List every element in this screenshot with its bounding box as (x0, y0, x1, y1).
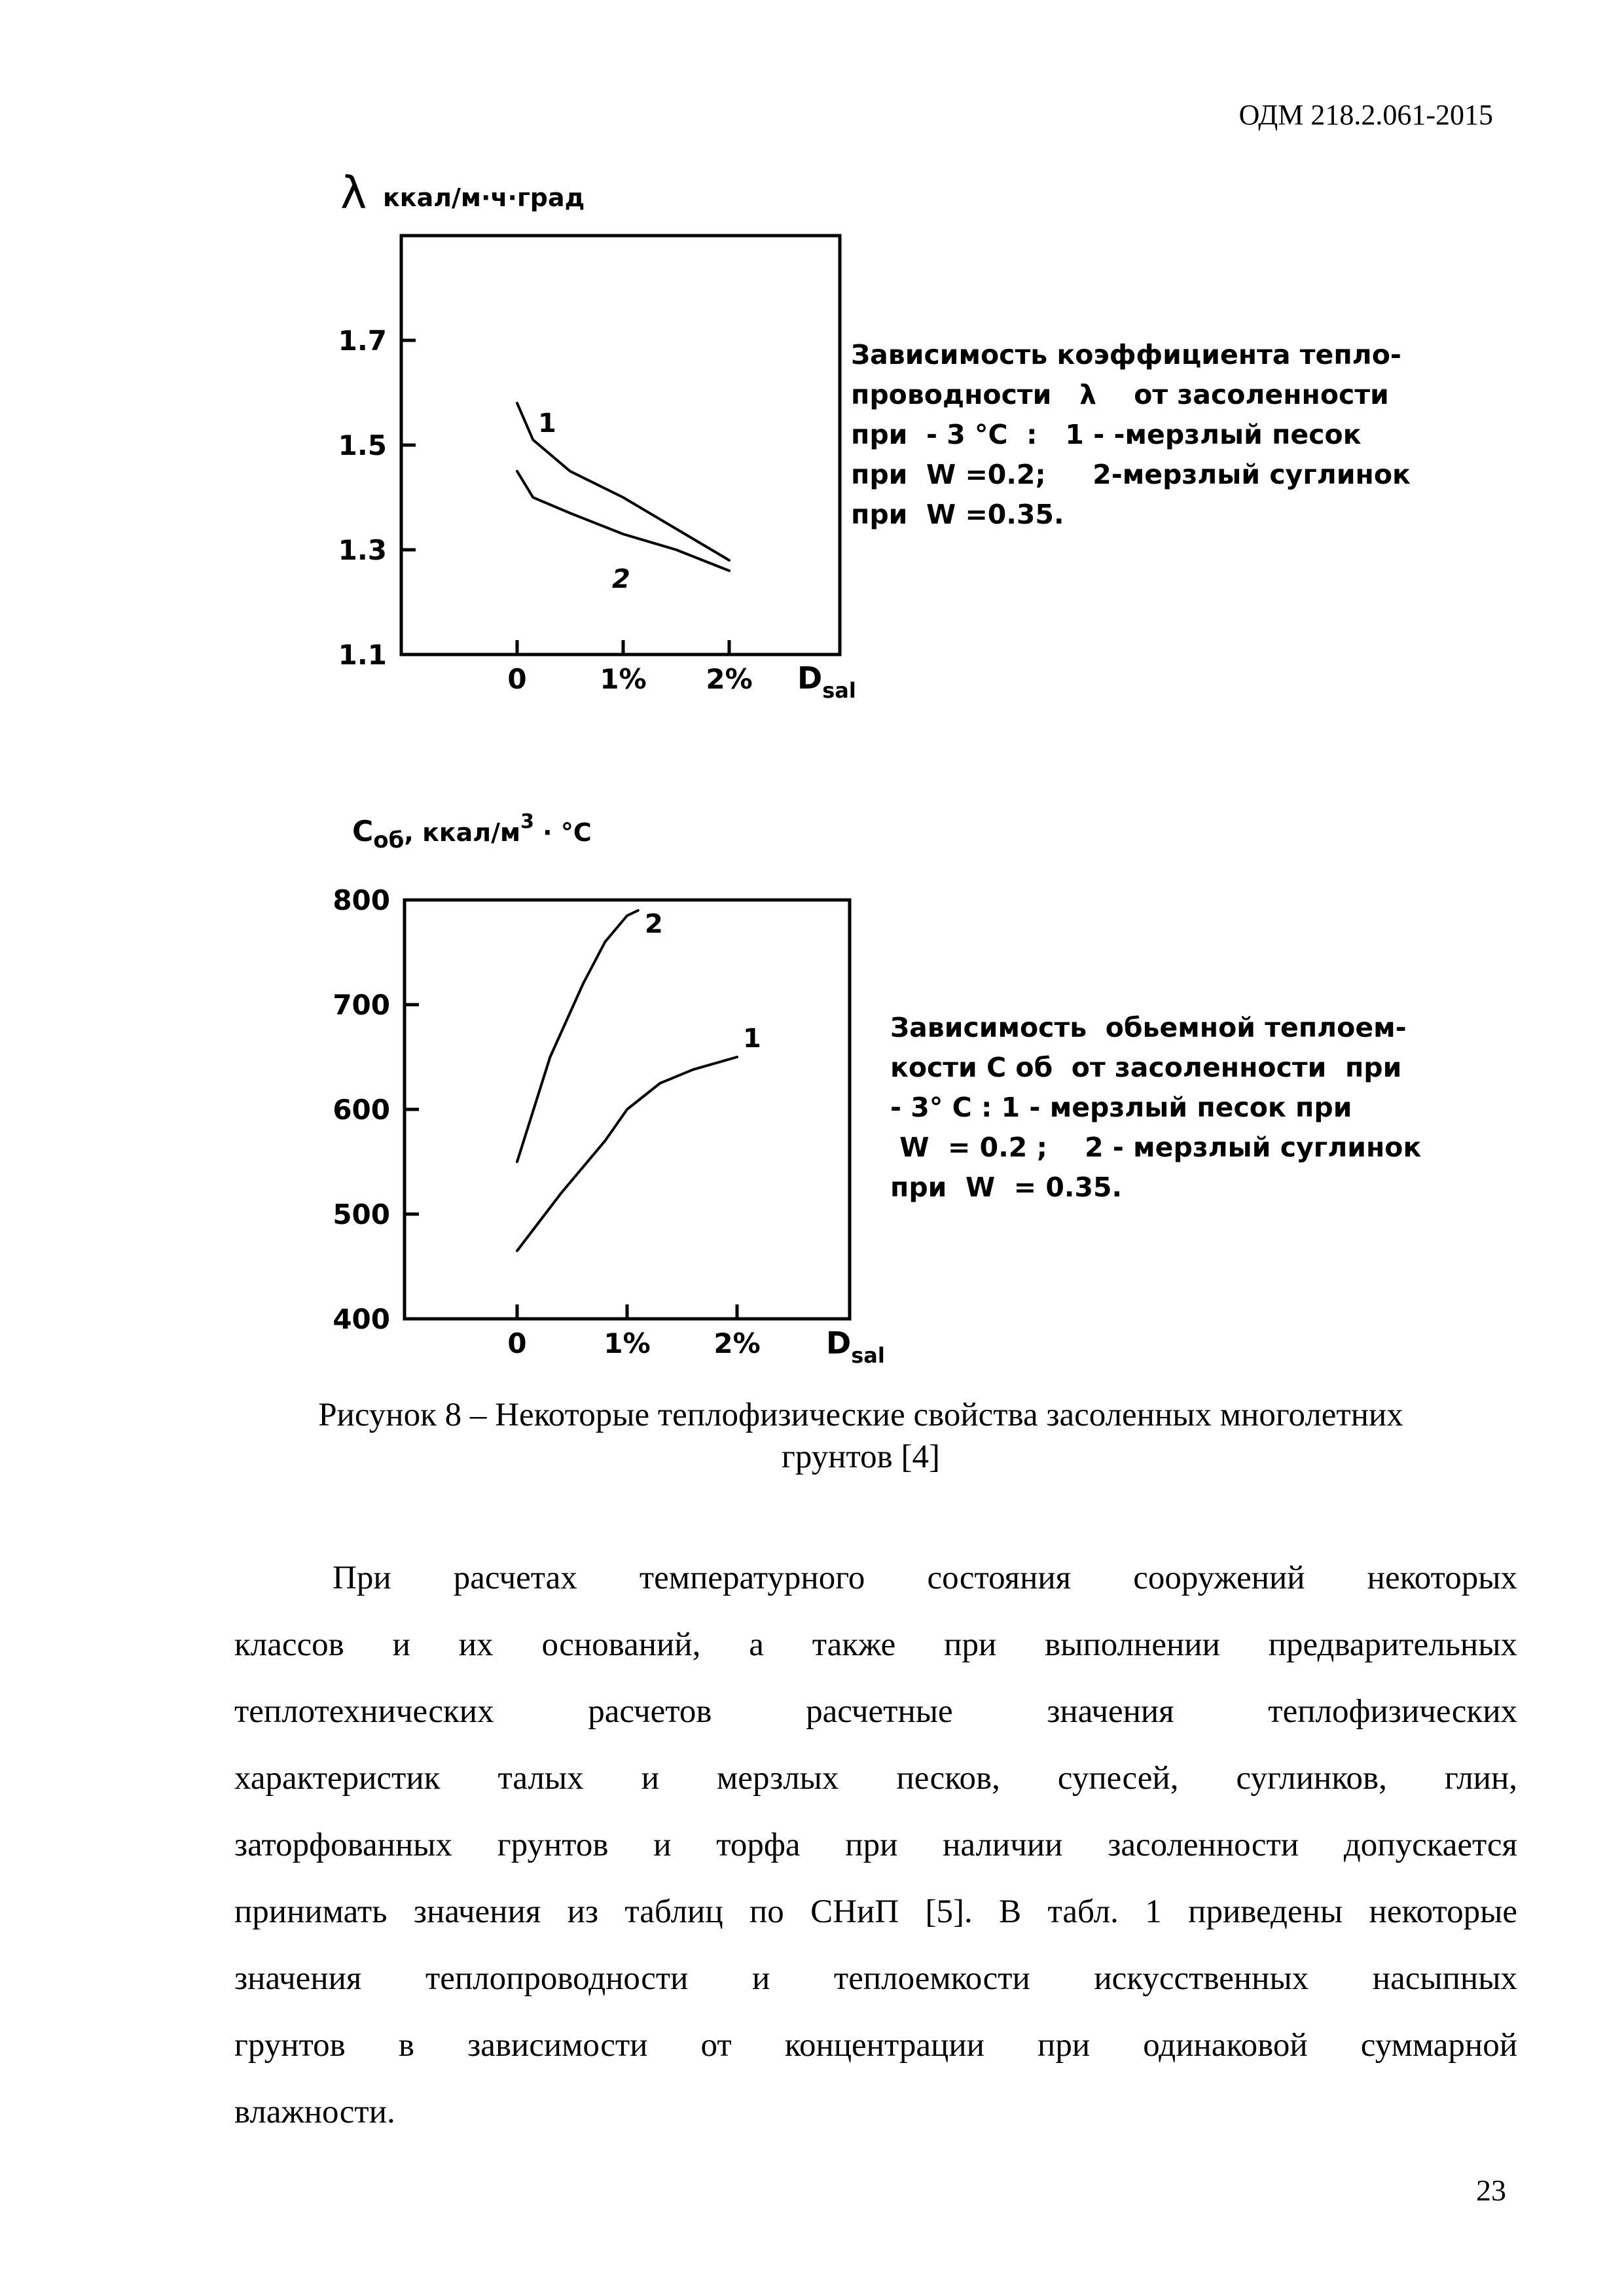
figure-caption-line1: Рисунок 8 – Некоторые теплофизические свойства засоленных многолетних (318, 1397, 1403, 1433)
chart2-xtick-label: 2% (713, 1327, 761, 1359)
paragraph-line: классов и их оснований, а также при выполнении предварительных (234, 1626, 1517, 1663)
chart2-ylabel-sup: 3 (520, 810, 534, 833)
chart1-ytick-label: 1.5 (338, 429, 387, 461)
chart2-xtick-label: 0 (507, 1327, 527, 1359)
chart1-xlabel-sub: sal (822, 678, 856, 703)
chart1-ytick-label: 1.3 (338, 534, 387, 566)
chart2-caption (890, 1008, 1460, 1208)
chart2-ytick-label: 800 (333, 884, 390, 916)
paragraph-line: теплотехнических расчетов расчетные значения теплофизических (234, 1693, 1517, 1730)
chart2-series-label-2: 2 (645, 909, 663, 939)
svg-text:Соб, ккал/м3 · °С (352, 810, 592, 853)
chart2-ytick-label: 400 (333, 1303, 390, 1335)
chart2-ytick-label: 500 (333, 1198, 390, 1230)
paragraph-line: заторфованных грунтов и торфа при наличии засоленности допускается (234, 1827, 1517, 1863)
paragraph-line: При расчетах температурного состояния сооружений некоторых (333, 1560, 1517, 1596)
svg-text:Dsal (826, 1325, 885, 1368)
document-code-header: ОДМ 218.2.061-2015 (1238, 99, 1493, 131)
chart1-ylabel-symbol: λ (340, 168, 367, 219)
chart1-ylabel-units: ккал/м·ч·град (383, 183, 585, 212)
chart1-caption-line: при W =0.2; 2-мерзлый суглинок (851, 459, 1411, 490)
chart2-xtick-label: 1% (604, 1327, 651, 1359)
chart1-caption-line: проводности λ от засоленности (851, 379, 1389, 410)
chart2-xlabel-main: D (826, 1325, 852, 1361)
paragraph-line: значения теплопроводности и теплоемкости искусственных насыпных (234, 1960, 1517, 1997)
paragraph-line: влажности. (234, 2094, 395, 2130)
chart2-ytick-label: 600 (333, 1094, 390, 1126)
chart2-ylabel-main: С (352, 815, 374, 848)
chart1-xtick-label: 2% (706, 663, 753, 695)
chart2-series-line-2 (517, 910, 638, 1162)
chart1-series-label-2: 2 (612, 564, 630, 594)
chart1-caption (851, 335, 1420, 535)
chart2-caption-line: кости С об от засоленности при (890, 1052, 1402, 1083)
chart2-caption-line: W = 0.2 ; 2 - мерзлый суглинок (890, 1132, 1422, 1163)
paragraph-line: принимать значения из таблиц по СНиП [5]. В табл. 1 приведены некоторые (234, 1893, 1517, 1930)
chart2-caption-line: - 3° С : 1 - мерзлый песок при (890, 1092, 1352, 1123)
chart2-caption-line: при W = 0.35. (890, 1172, 1123, 1203)
figure-caption (223, 1394, 1499, 1478)
chart2-ylabel-units: , ккал/м (404, 818, 521, 847)
chart1-ytick-label: 1.7 (338, 325, 387, 357)
chart1-series-label-1: 1 (538, 408, 556, 439)
chart1-xtick-label: 1% (600, 663, 647, 695)
chart1-ytick-label: 1.1 (338, 639, 387, 671)
chart2-ytick-label: 700 (333, 989, 390, 1021)
chart2-caption-line: Зависимость обьемной теплоем- (890, 1012, 1407, 1043)
chart1-caption-line: Зависимость коэффициента тепло- (851, 339, 1401, 370)
chart-volumetric-heat-capacity (0, 0, 916, 1374)
paragraph-line: характеристик талых и мерзлых песков, супесей, суглинков, глин, (234, 1760, 1517, 1797)
chart2-series-line-1 (517, 1057, 737, 1251)
chart2-ylabel-tail: · °С (533, 818, 592, 847)
figure-caption-line2: грунтов [4] (782, 1439, 940, 1475)
chart1-xlabel-main: D (797, 660, 823, 696)
paragraph-line: грунтов в зависимости от концентрации при одинаковой суммарной (234, 2027, 1517, 2064)
chart1-xtick-label: 0 (507, 663, 527, 695)
chart2-xlabel-sub: sal (851, 1343, 885, 1368)
body-paragraph (234, 1545, 1517, 2145)
chart2-ylabel-sub: об (373, 827, 405, 853)
chart1-caption-line: при - 3 °C : 1 - -мерзлый песок (851, 419, 1362, 450)
chart2-series-label-1: 1 (743, 1024, 761, 1054)
chart1-caption-line: при W =0.35. (851, 499, 1064, 530)
page-number: 23 (1476, 2174, 1506, 2207)
